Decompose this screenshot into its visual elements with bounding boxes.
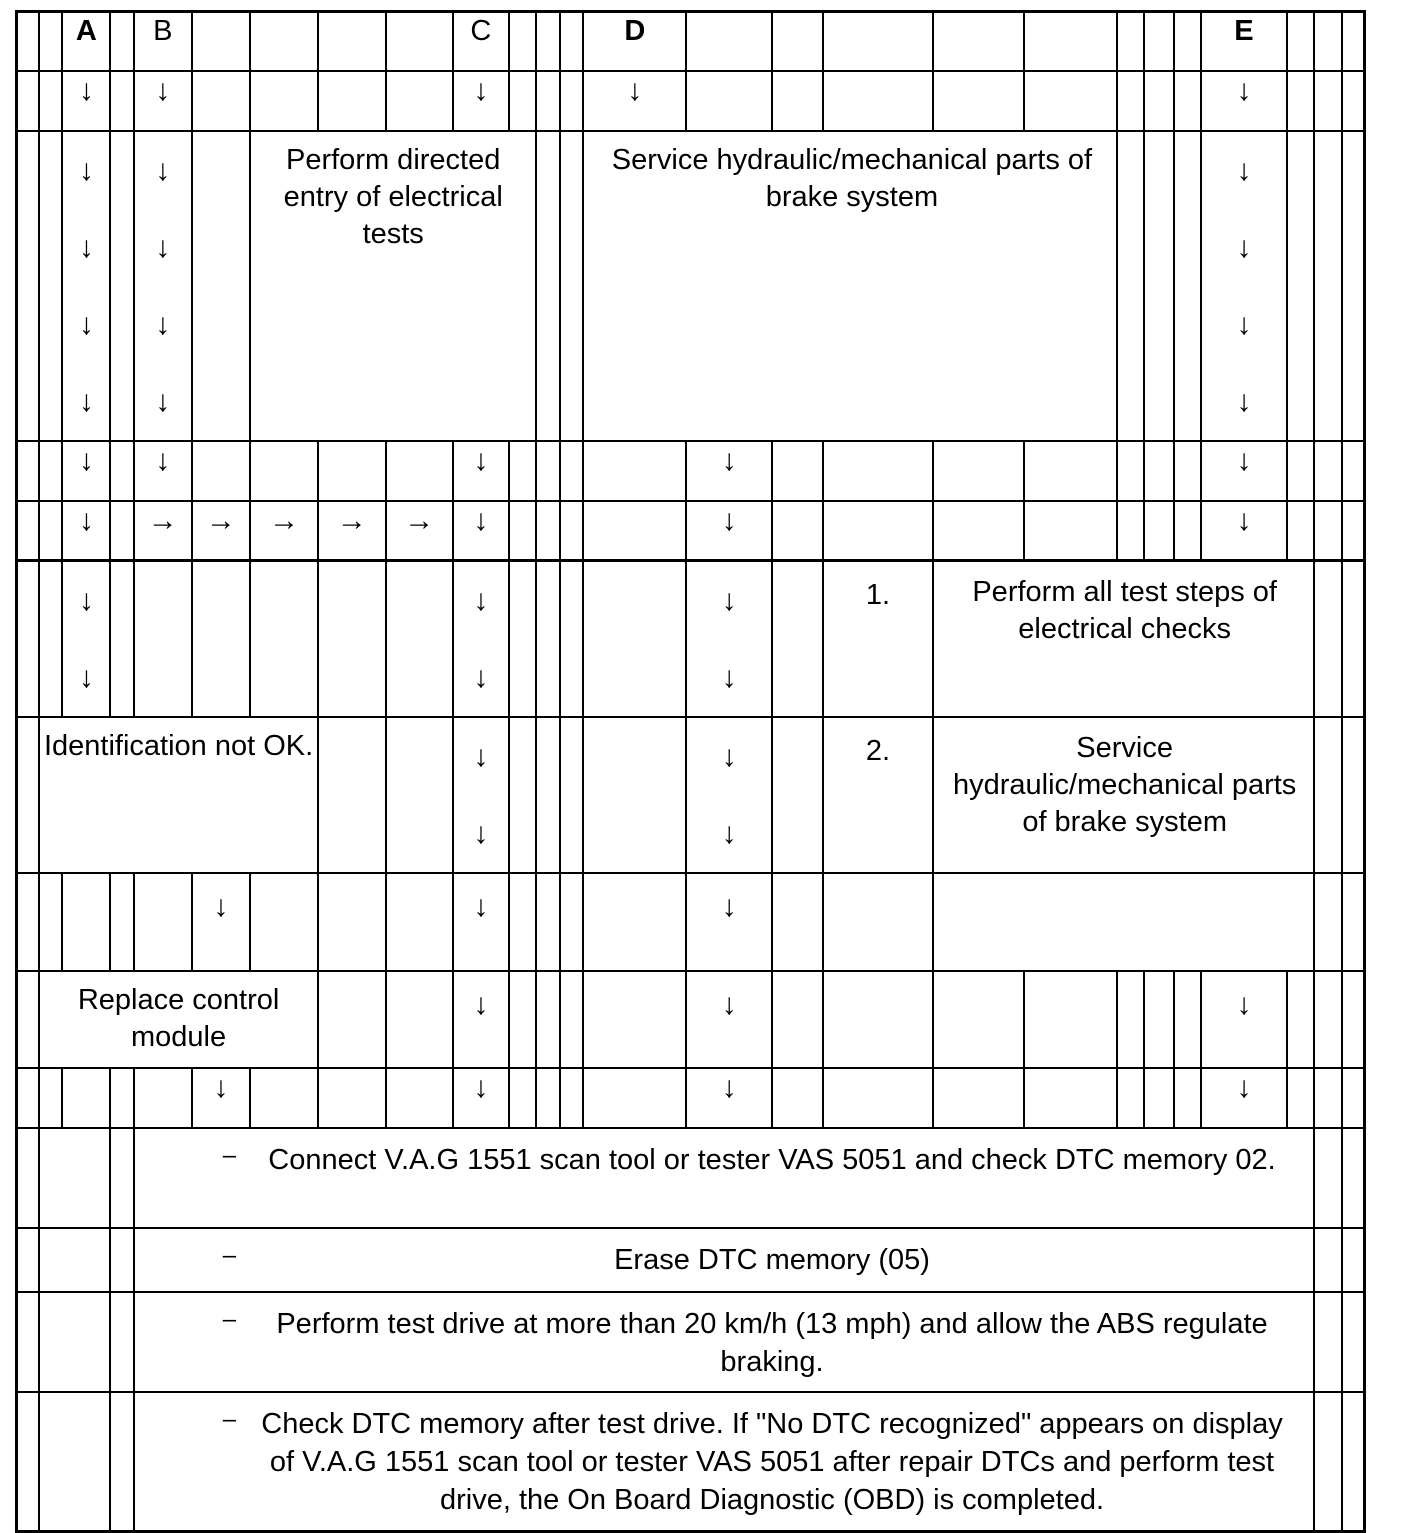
down-arrow-icon: ↓ (192, 873, 250, 971)
down-arrow-icon: ↓ (134, 441, 192, 501)
right-arrow-icon: → (134, 501, 192, 561)
step-2-number: 2. (823, 717, 933, 873)
down-arrow-icon: ↓ (686, 441, 772, 501)
down-arrow-icon: ↓ (473, 817, 489, 850)
down-arrow-icon: ↓ (686, 501, 772, 561)
down-arrow-icon: ↓ (721, 740, 737, 773)
down-arrow-icon: ↓ (686, 873, 772, 971)
down-arrow-icon: ↓ (155, 230, 171, 264)
down-arrow-icon: ↓ (453, 971, 509, 1068)
column-header-d: D (583, 12, 686, 71)
instruction-item (134, 1292, 1315, 1392)
down-arrow-icon: ↓ (62, 71, 110, 131)
down-arrow-icon: ↓ (453, 501, 509, 561)
dash-bullet-icon: – (222, 1242, 237, 1269)
instruction-text: Check DTC memory after test drive. If "No DTC recognized" appears on display of V.A.G 1551 scan tool or tester VAS 5051 after repair DTCs and perform test drive, the On Board Diagnostic (OBD) is completed. (261, 1408, 1283, 1516)
down-arrow-icon: ↓ (78, 384, 94, 418)
down-arrow-icon: ↓ (473, 584, 489, 617)
down-arrow-icon: ↓ (134, 71, 192, 131)
down-arrow-icon: ↓ (1201, 1068, 1287, 1128)
down-arrow-icon: ↓ (721, 661, 737, 694)
down-arrow-icon: ↓ (78, 153, 94, 187)
dash-bullet-icon: – (222, 1406, 237, 1433)
down-arrow-icon: ↓ (453, 71, 509, 131)
column-header-a: A (62, 12, 110, 71)
right-arrow-icon: → (192, 501, 250, 561)
instruction-text: Connect V.A.G 1551 scan tool or tester VAS 5051 and check DTC memory 02. (268, 1144, 1276, 1176)
down-arrow-icon: ↓ (1201, 501, 1287, 561)
right-arrow-icon: → (386, 501, 453, 561)
down-arrow-icon: ↓ (1236, 384, 1252, 418)
down-arrow-icon: ↓ (155, 307, 171, 341)
down-arrow-icon: ↓ (155, 153, 171, 187)
down-arrow-icon: ↓ (1236, 307, 1252, 341)
down-arrow-icon: ↓ (473, 740, 489, 773)
down-arrow-icon: ↓ (583, 71, 686, 131)
down-arrow-icon: ↓ (62, 441, 110, 501)
step-1-text: Perform all test steps of electrical checks (933, 561, 1314, 718)
dash-bullet-icon: – (222, 1142, 237, 1169)
down-arrow-icon: ↓ (1236, 153, 1252, 187)
down-arrow-icon: ↓ (1201, 441, 1287, 501)
down-arrow-icon: ↓ (78, 584, 94, 617)
down-arrow-icon: ↓ (1236, 230, 1252, 264)
down-arrow-icon: ↓ (686, 1068, 772, 1128)
right-arrow-icon: → (250, 501, 318, 561)
down-arrow-icon: ↓ (686, 971, 772, 1068)
column-header-c: C (453, 12, 509, 71)
down-arrow-icon: ↓ (78, 307, 94, 341)
instruction-item (134, 1228, 1315, 1292)
instruction-text: Perform test drive at more than 20 km/h (13 mph) and allow the ABS regulate braking. (276, 1308, 1268, 1378)
step-2-text: Service hydraulic/mechanical parts of brake system (933, 717, 1314, 873)
down-arrow-icon: ↓ (78, 230, 94, 264)
down-arrow-icon: ↓ (473, 661, 489, 694)
instruction-item (134, 1392, 1315, 1531)
down-arrow-icon: ↓ (1201, 971, 1287, 1068)
down-arrow-icon: ↓ (155, 384, 171, 418)
instruction-item (134, 1128, 1315, 1228)
column-header-b: B (134, 12, 192, 71)
down-arrow-icon: ↓ (453, 1068, 509, 1128)
replace-control-module-box: Replace control module (39, 971, 318, 1068)
directed-entry-box: Perform directed entry of electrical tests (250, 131, 537, 441)
instruction-text: Erase DTC memory (05) (614, 1244, 930, 1276)
right-arrow-icon: → (318, 501, 385, 561)
down-arrow-icon: ↓ (1201, 71, 1287, 131)
down-arrow-icon: ↓ (453, 441, 509, 501)
column-header-e: E (1201, 12, 1287, 71)
dash-bullet-icon: – (222, 1306, 237, 1333)
down-arrow-icon: ↓ (453, 873, 509, 971)
diagnostic-flow-table (15, 10, 1366, 1533)
service-hydraulic-box: Service hydraulic/mechanical parts of brake system (583, 131, 1116, 441)
down-arrow-icon: ↓ (721, 817, 737, 850)
step-1-number: 1. (823, 561, 933, 718)
down-arrow-icon: ↓ (721, 584, 737, 617)
identification-not-ok-box: Identification not OK. (39, 717, 318, 873)
down-arrow-icon: ↓ (192, 1068, 250, 1128)
down-arrow-icon: ↓ (78, 661, 94, 694)
down-arrow-icon: ↓ (62, 501, 110, 561)
